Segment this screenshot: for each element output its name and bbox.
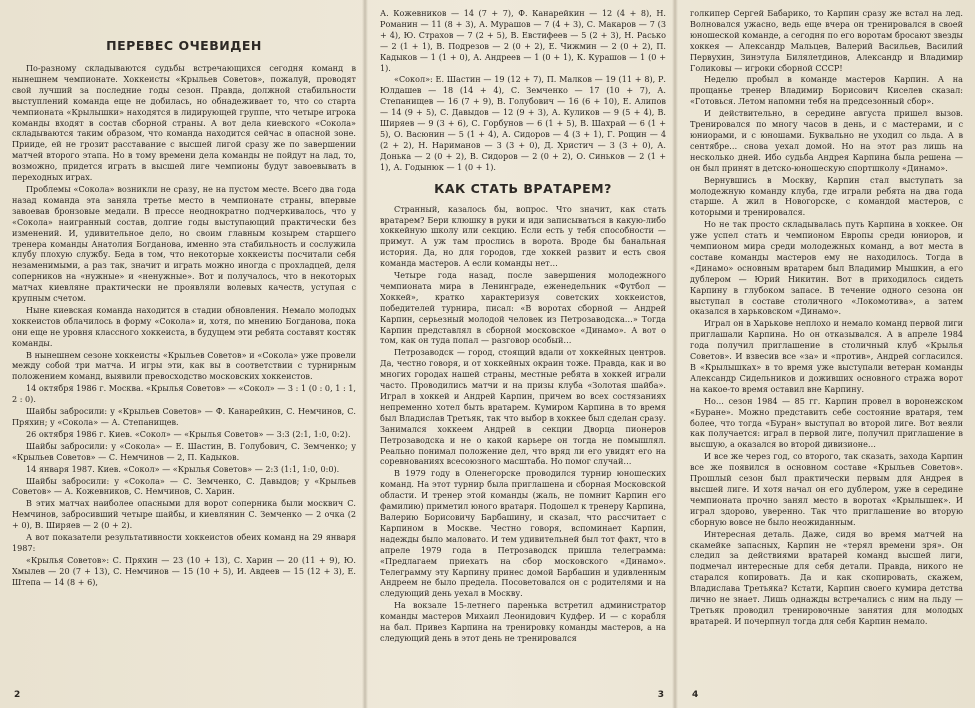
paragraph: На вокзале 15-летнего паренька встретил администратор команды мастеров Михаил Леонидович Кудфер. И — с корабля на бал. Привез Карпина на тренировку команды мастеров, а на следующий день в этот день не тренировался (380, 600, 666, 643)
page-number: 2 (14, 690, 21, 700)
paragraph: Ныне киевская команда находится в стадии обновления. Немало молодых хоккеистов облачилось в форму «Сокола» и, хотя, по мнению Богданова, пока они еще не уровня классного хоккеиста, в будущем эти ребята составят костяк команды. (12, 304, 356, 348)
article-title: ПЕРЕВЕС ОЧЕВИДЕН (106, 38, 262, 53)
stats-paragraph: А. Кожевников — 14 (7 + 7), Ф. Канарейкин — 12 (4 + 8), Н. Романин — 11 (8 + 3), А. Мурашов — 7 (4 + 3), С. Макаров — 7 (3 + 4), Ю. Страхов — 7 (2 + 5), В. Евстифеев — 5 (2 + 3), Н. Раськo — 2 (1 + 1), В. Подрезов — 2 (0 + 2), Е. Чижмин — 2 (0 + 2), П. Кадыков — 1 (1 + 0), А. Андреев — 1 (0 + 1), К. Курашов — 1 (0 + 1). (380, 8, 666, 73)
paragraph: В нынешнем сезоне хоккеисты «Крыльев Советов» и «Сокола» уже провели между собой три матча. И игры эти, как вы в соответствии с турнирным положением команд, выявили превосходство московских хоккеистов. (12, 349, 356, 382)
paragraph: 14 января 1987. Киев. «Сокол» — «Крылья Советов» — 2:3 (1:1, 1:0, 0:0). (26, 463, 340, 474)
paragraph: А вот показатели результативности хоккеистов обеих команд на 29 января 1987: (12, 532, 356, 553)
paragraph: Но… сезон 1984 — 85 гг. Карпин провел в воронежском «Буране». Можно представить себе состояние вратаря, тем более, что тогда «Буран» выступал во второй лиге. Вот веяли как получается: играл в первой лиге, получил приглашение в высшую, а оказался во второй дивизионе… (690, 395, 963, 450)
paragraph: Странный, казалось бы, вопрос. Что значит, как стать вратарем? Бери клюшку в руки и иди записываться в какую-либо хоккейную школу или секцию. Если есть у тебя способности — примут. А уж там прослись в ворота. Вроде бы банальная история. Да, но для городов, где хоккей развит и есть своя команда мастеров. А если команды нет… (380, 203, 666, 269)
paragraph: Четыре года назад, после завершения молодежного чемпионата мира в Ленинграде, еженедельник «Футбол — Хоккей», кратко характеризуя советских хоккеистов, победителей турнира, писал: «В воротах сборной — Андрей Карпин, серьезный молодой человек из Петрозаводска…» Тогда Карпин представлял в сборной московское «Динамо». А вот о том, как он туда попал — разговор особый… (380, 270, 666, 346)
paragraph: Шайбы забросили: у «Сокола» — С. Земченко, С. Давыдов; у «Крыльев Советов» — А. Кожевников, С. Немчинов, С. Харин. (12, 475, 356, 497)
paragraph: По-разному складываются судьбы встречающихся сегодня команд в нынешнем чемпионате. Хоккеисты «Крыльев Советов», пожалуй, проводят свой лучший за последние годы сезон. Правда, должной стабильности выступлений команда еще не добилась, но обнадеживает то, что со старта чемпионата «Крылышки» находятся в лидирующей группе, что четыре игрока команды входят в состав сборной страны. А вот дела киевского «Сокола» складываются таким образом, что команда находится сейчас в опасной зоне. Прииде, ей не грозит расставание с высшей лигой сразу же по завершении матчей второго этапа. Но в тому времени дела команды не пойдут на лад, то, возможно, придется играть в высшей лиге чемпионы будут завоевывать в переходных играх. (12, 63, 356, 183)
paragraph: Петрозаводск — город, стоящий вдали от хоккейных центров. Да, честно говоря, и от хоккейных окраин тоже. Правда, как и во многих городах нашей страны, местные ребята в хоккей играли часто. Проводились матчи и на призы клуба «Золотая шайба». Играл в хоккей и Андрей Карпин, причем во всех состязаниях непременно хотел быть вратарем. Кумиром Карпина в то время был Владислав Третьяк, так что выбор в хоккее был сделан сразу. Занимался хоккеем Андрей в секции Дворца пионеров Петрозаводска и не о какой карьере он тогда не помышлял. Реально понимал положение дел, что вряд ли его увидят его на соревнованиях всесоюзного масштаба. Но помог случай… (380, 347, 666, 467)
paragraph: Но не так просто складывалась путь Карпина в хоккее. Он уже успел стать и чемпионом Европы среди юниоров, и чемпионом мира среди молодежных команд, а вот места в составе команды мастеров ему не находилось. Тогда в «Динамо» основным вратарем был Владимир Мышкин, а его дублером — Юрий Никитин. Вот в приходилось сидеть Карпину в глубоком запасе. В течение одного сезона он выступал в составе столичного «Локомотива», а затем оказался в харьковском «Динамо». (690, 219, 963, 317)
page-2-column (0, 0, 368, 708)
paragraph: Вернувшись в Москву, Карпин стал выступать за молодежную команду клуба, где играли ребята на два года старше. А жил в Новогорске, с командой мастеров, с которыми и тренировался. (690, 174, 963, 218)
paragraph: Шайбы забросили: у «Сокола» — Е. Шастин, В. Голубович, С. Земченко; у «Крыльев Советов» — С. Немчинов — 2, П. Кадыков. (12, 440, 356, 462)
article-title: КАК СТАТЬ ВРАТАРЕМ? (434, 180, 612, 196)
paragraph: Проблемы «Сокола» возникли не сразу, не на пустом месте. Всего два года назад команда эта заняла третье место в чемпионате страны, впервые завоевав бронзовые медали. В прессе неоднократно подчеркивалось, что у «Сокола» наигранный состав, долгие годы выступающий практически без изменений. И, удивительное дело, но своим главным козырем старшего тренера команды Анатолия Богданова, именно эта стабильность и сослужила клубу плохую службу. Беда в том, что некоторые хоккеисты посчитали себя незаменимыми, а раз так, значит и играть можно иногда с прохладцей, деля соперников на «нужные» и «ненужные». Вот и получалось, что в некоторых матчах киевляне практически не проявляли волевых качеств, уступая с крупным счетом. (12, 183, 356, 304)
paragraph: Играл он в Харькове неплохо и немало команд первой лиги приглашали Карпина. Но он отказывался. А в апреле 1984 года получил приглашение в столичный клуб «Крылья Советов». И взвесив все «за» и «против», Андрей согласился. В «Крылышках» в то время уже выступали ветеран команды Александр Сидельников и доживших основного стража ворот на какое-то время оставил вне Карпину. (690, 318, 963, 394)
page-4-column (678, 0, 975, 708)
page-number: 4 (692, 690, 699, 700)
page-3-column (368, 0, 678, 708)
paragraph: Интересная деталь. Даже, сидя во время матчей на скамейке запасных, Карпин не «терял времени зря». Он следил за действиями вратарей команд высшей лиги, подмечал интересные для себя детали. Правда, никого не старался копировать. Да и как скопировать, скажем, Владислава Третьяка? Кстати, Карпин своего кумира детства лично не знает. Лишь однажды встречались с ним на льду — Третьяк проводил тренировочные занятия для молодых вратарей. И почерпнул тогда для себя Карпин немало. (690, 528, 963, 626)
paragraph: 14 октября 1986 г. Москва. «Крылья Советов» — «Сокол» — 3 : 1 (0 : 0, 1 : 1, 2 : 0). (12, 383, 356, 405)
paragraph: Шайбы забросили: у «Крыльев Советов» — Ф. Канарейкин, С. Немчинов, С. Пряхин; у «Сокола» — А. Степанищев. (12, 406, 356, 427)
stats-paragraph: «Сокол»: Е. Шастин — 19 (12 + 7), П. Малков — 19 (11 + 8), Р. Юлдашев — 18 (14 + 4), С. Земченко — 17 (10 + 7), А. Степанищев — 16 (7 + 9), В. Голубович — 16 (6 + 10), Е. Алипов — 14 (9 + 5), С. Давыдов — 12 (9 + 3), А. Куликов — 9 (5 + 4), В. Ширяев — 9 (3 + 6), С. Горбунов — 6 (1 + 5), В. Шахрай — 6 (1 + 5), О. Васюнин — 5 (1 + 4), А. Сидоров — 4 (3 + 1), Г. Рощин — 4 (2 + 2), Н. Нариманов — 3 (3 + 0), Д. Христич — 3 (3 + 0), А. Донька — 2 (0 + 2), В. Сидоров — 2 (0 + 2), О. Синьков — 2 (1 + 1), А. Годынюк — 1 (0 + 1). (380, 74, 666, 172)
paragraph: Неделю пробыл в команде мастеров Карпин. А на прощанье тренер Владимир Борисович Киселев сказал: «Готовься. Летом напомни тебя на предсезонный сбор». (690, 74, 963, 107)
paragraph: В 1979 году в Оленегорске проводился турнир юношеских команд. На этот турнир была приглашена и сборная Московской области. И тренер этой команды (жаль, не помнит Карпин его фамилию) приметил юного вратаря. Подошел к тренеру Карпина, Валерию Борисовичу Барбашину, и сказал, что рассчитает с Карпином в Москве. Честно говоря, вспоминает Карпин, надежды было маловато. И тем удивительней был тот факт, что в апреле 1979 года в Петрозаводск пришла телеграмма: «Предлагаем приехать на сбор московского «Динамо». Телеграмму эту Карпину принес домой Барбашин и удивленным Андреем не было предела. Посоветовался он с родителями и на следующий день уехал в Москву. (380, 468, 666, 599)
paragraph: И действительно, в середине августа пришел вызов. Тренировался по многу часов в день, и с мастерами, и с юниорами, и с юношами. Буквально не уходил со льда. А в сентябре… снова уехал домой. Но на этот раз лишь на несколько дней. Ибо судьба Андрея Карпина была решена — он был принят в детско-юношескую спортшколу «Динамо». (690, 108, 963, 173)
paragraph: «Крылья Советов»: С. Пряхин — 23 (10 + 13), С. Харин — 20 (11 + 9), Ю. Хмылев — 20 (7 + 13), С. Немчинов — 15 (10 + 5), И. Авдеев — 15 (12 + 3), Е. Штепа — 14 (8 + 6), (12, 554, 356, 587)
page-number: 3 (657, 690, 664, 700)
paragraph: 26 октября 1986 г. Киев. «Сокол» — «Крылья Советов» — 3:3 (2:1, 1:0, 0:2). (26, 428, 351, 439)
paragraph: И все же через год, со второго, так сказать, захода Карпин все же появился в основном составе «Крыльев Советов». Прошлый сезон был практически первым для Андрея в высшей лиге. И хотя начал он его дублером, уже в середине чемпионата прочно занял место в воротах «Крылышек». И играл здорово, уверенно. Так что приглашение во вторую сборную вовсе не было неожиданным. (690, 451, 963, 527)
paragraph: голкипер Сергей Бабарико, то Карпин сразу же встал на лед. Волновался ужасно, ведь еще вчера он тренировался в своей юношеской команде, а сегодня по его воротам бросают звезды хоккея — Александр Мальцев, Валерий Васильев, Василий Первухин, Зинэтула Билялетдинов, Александр и Владимир Голиковы — игроки сборной СССР! (690, 8, 963, 73)
paragraph: В этих матчах наиболее опасными для ворот соперника были москвич С. Немчинов, забросивший четыре шайбы, и киевлянин С. Земченко — 2 очка (2 + 0), В. Ширяев — 2 (0 + 2). (12, 498, 356, 531)
